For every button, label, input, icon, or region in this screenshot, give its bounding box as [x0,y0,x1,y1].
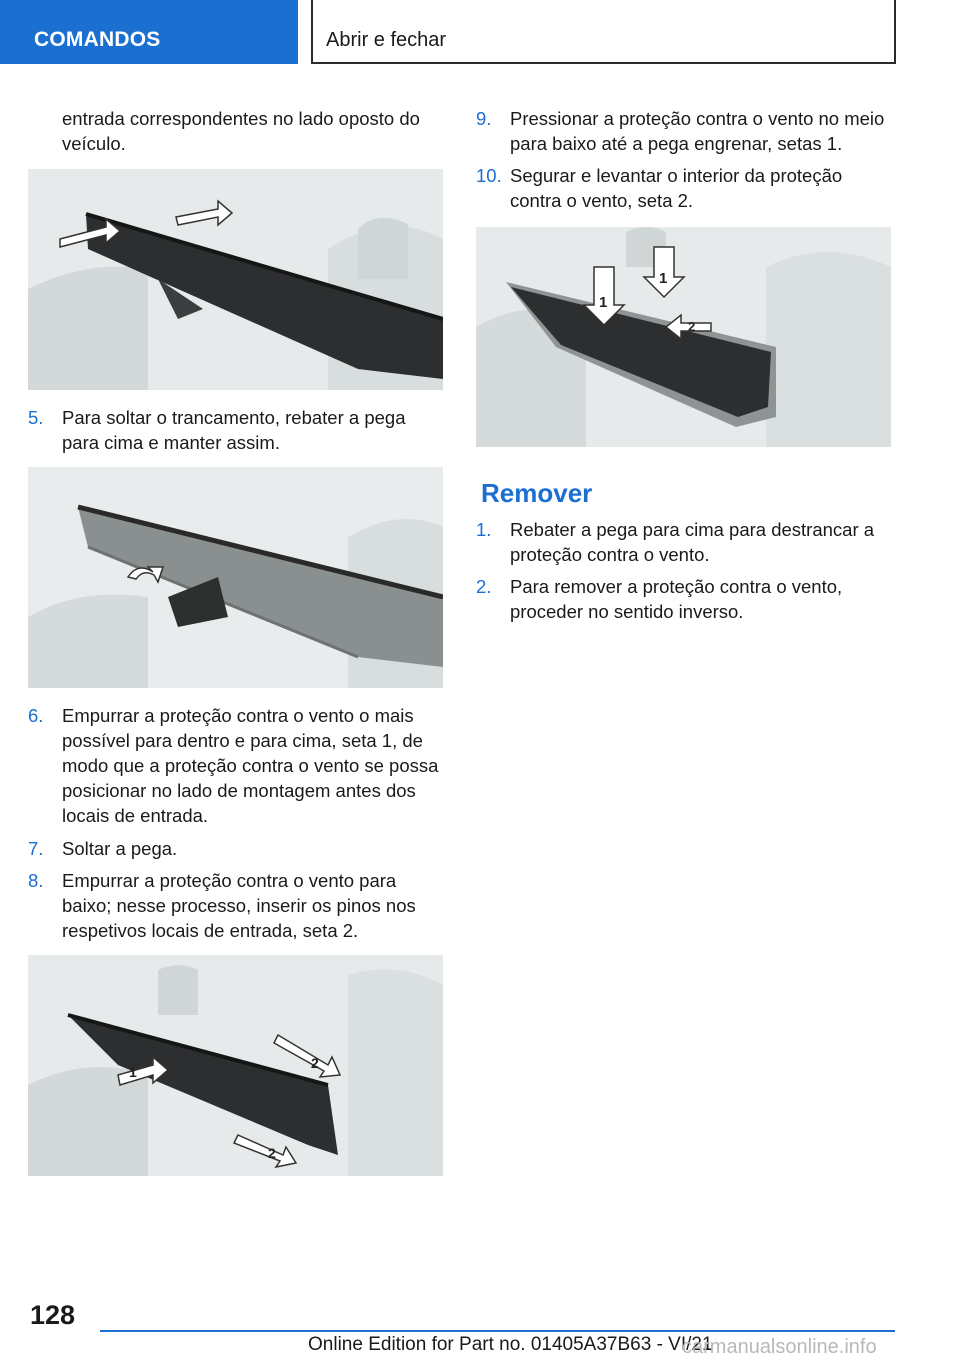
watermark: carmanualsonline.info [682,1336,877,1358]
step-number: 9. [476,108,492,129]
step-text: Para soltar o trancamento, rebater a pega para cima e manter assim. [62,407,406,453]
figure-press-middle [476,227,891,447]
remove-step-1 [476,517,896,567]
step-text: Empurrar a proteção contra o vento o mais possível para dentro e para cima, seta 1, de modo que a proteção contra o vento se possa posicionar no lado de montagem antes dos locais de entrada. [62,705,439,826]
step-text: Para remover a proteção contra o vento, proceder no sentido inverso. [510,576,843,622]
step-number: 1. [476,519,492,540]
step-5 [28,405,443,455]
step-number: 7. [28,838,44,859]
remove-step-2 [476,574,896,624]
footer-divider [100,1330,895,1332]
step-6 [28,703,448,828]
fig-label: 2 [311,1055,319,1071]
step-10 [476,163,896,213]
step-number: 10. [476,165,502,186]
figure-insert-pins [28,955,443,1176]
step-8 [28,868,443,943]
step-number: 6. [28,705,44,726]
chapter-title: Abrir e fechar [326,29,447,51]
step-number: 2. [476,576,492,597]
fig-label: 1 [599,294,608,311]
insert-pins-illustration [28,955,443,1176]
step-text: Rebater a pega para cima para destrancar a proteção contra o vento. [510,519,875,565]
chapter-box [311,0,896,64]
fig-label: 2 [688,319,696,334]
edition-note: Online Edition for Part no. 01405A37B63 - VI/21 [308,1334,713,1355]
section-title: COMANDOS [34,28,161,51]
step-9 [476,106,896,156]
press-middle-illustration [476,227,891,447]
step-text: Segurar e levantar o interior da proteção contra o vento, seta 2. [510,165,843,211]
release-latch-illustration [28,467,443,688]
section-tab [0,0,298,64]
step-text: Empurrar a proteção contra o vento para baixo; nesse processo, inserir os pinos nos respetivos locais de entrada, seta 2. [62,870,416,941]
fig-label: 2 [268,1145,276,1161]
step-number: 5. [28,407,44,428]
fig-label: 1 [129,1064,137,1080]
step-number: 8. [28,870,44,891]
step-7 [28,836,443,861]
fig-label: 1 [659,270,668,287]
windscreen-lift-illustration [28,169,443,390]
figure-release-latch [28,467,443,688]
step-text: Pressionar a proteção contra o vento no meio para baixo até a pega engrenar, setas 1. [510,108,885,154]
remove-heading: Remover [481,478,593,508]
figure-windscreen-lift [28,169,443,390]
step-text: Soltar a pega. [62,838,178,859]
page-number: 128 [30,1300,76,1330]
intro-paragraph: entrada correspondentes no lado oposto do veículo. [62,108,420,154]
